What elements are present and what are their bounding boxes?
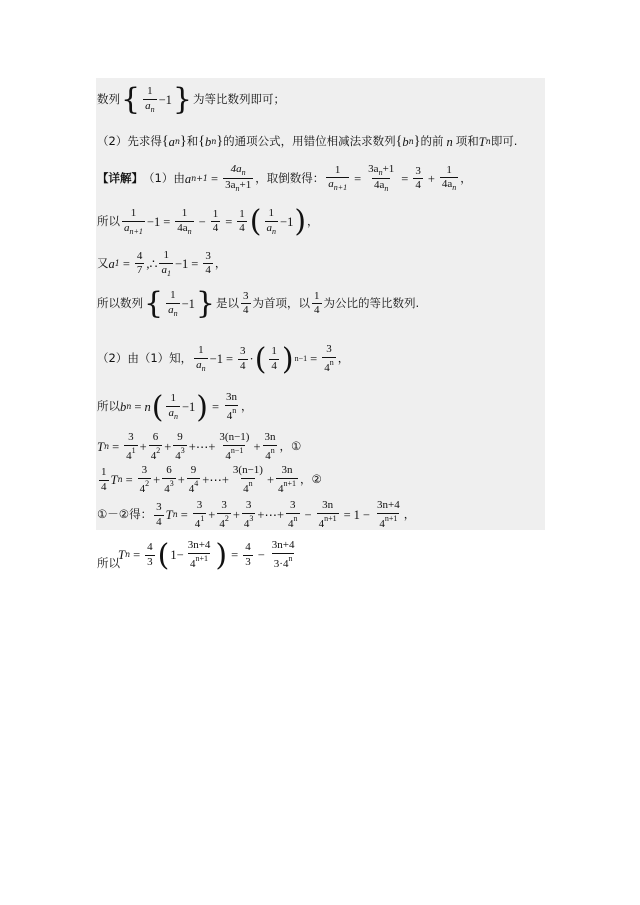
text: ①－②得：	[97, 507, 153, 522]
line-12-prefix	[97, 558, 120, 570]
text: 的通项公式，用错位相减法求数列	[223, 134, 396, 149]
text: 为等比数列即可；	[193, 92, 285, 107]
right-brace: }	[172, 82, 192, 118]
left-brace: {	[121, 82, 141, 118]
math: −1	[158, 92, 172, 107]
text: 为首项，以	[252, 296, 310, 311]
line-1	[97, 82, 285, 118]
line-11-subtraction: ①－②得： $\frac{3}{4}$ T n = $\frac{3}{4^1}$ + $\frac{3}{4^2}$ + $\frac{3}{4^3}$ +⋯+ $\frac{3}{4^n}$ − $\frac{3n}{4^{n+1}}$ = 1 − $\frac{3n+4}{4^{n+1}}$ ，	[97, 499, 416, 530]
line-12-result: T n = $\frac{4}{3}$ ( 1− $\frac{3n+4}{4^{n+1}}$ ) = $\frac{4}{3}$ − $\frac{3n+4}{3\cdot 4^n}$	[118, 537, 295, 573]
text: 又	[97, 256, 109, 271]
line-8: 所以 b n = n ( $\frac{1}{a_n}$ −1 ) = $\frac{3n}{4^n}$ ，	[97, 389, 253, 425]
text: （2）由（1）知，	[97, 351, 193, 366]
text: 所以	[97, 556, 120, 570]
text: （2）先求得	[97, 134, 162, 149]
text: 和	[186, 134, 199, 149]
line-7: （2）由（1）知， $\frac{1}{a_n}$ −1 = $\frac{3}{4}$ · ( $\frac{1}{4}$ ) n−1 = $\frac{3}{4^n}$ ，	[97, 341, 350, 377]
line-5: 又 a 1 = $\frac{4}{7}$ ,∴ $\frac{1}{a_1}$ −1 = $\frac{3}{4}$ ，	[97, 249, 227, 278]
text: ，取倒数得：	[255, 171, 325, 186]
text: 所以	[97, 399, 120, 414]
text: （1）由	[143, 171, 185, 186]
line-2: （2）先求得 { a n } 和 { b n } 的通项公式，用错位相减法求数列 { b n } 的前 n 项和 T n 即可.	[97, 134, 518, 149]
text: 是以	[216, 296, 239, 311]
line-6: 所以数列 { $\frac{1}{a_n}$ −1 } 是以 $\frac{3}{4}$ 为首项，以 $\frac{1}{4}$ 为公比的等比数列.	[97, 286, 420, 322]
line-4: 所以 $\frac{1}{a_{n+1}}$ −1 = $\frac{1}{4a_n}$ − $\frac{1}{4}$ = $\frac{1}{4}$ ( $\frac{1}{a_n}$ −1 ) ，	[97, 204, 319, 240]
text: 即可.	[490, 134, 518, 149]
fraction: $\frac{1}{a_n}$	[145, 85, 155, 114]
line-9-equation-1: T n = $\frac{3}{4^1}$ + $\frac{6}{4^2}$ + $\frac{9}{4^3}$ +⋯+ $\frac{3(n-1)}{4^{n-1}}$ + $\frac{3n}{4^n}$ ，①	[97, 431, 302, 462]
math: n	[446, 134, 453, 149]
text: 项和	[455, 134, 479, 149]
text: 为公比的等比数列.	[323, 296, 420, 311]
text: 所以	[97, 214, 120, 229]
detail-tag: 【详解】	[97, 171, 143, 186]
line-10-equation-2: $\frac{1}{4}$ T n = $\frac{3}{4^2}$ + $\frac{6}{4^3}$ + $\frac{9}{4^4}$ +⋯+ $\frac{3(n-1)}{4^n}$ + $\frac{3n}{4^{n+1}}$ ，②	[101, 464, 322, 495]
line-3: 【详解】 （1）由 a n+1 = $\frac{4a_n}{3a_n+1}$ ，取倒数得： $\frac{1}{a_{n+1}}$ = $\frac{3a_n+1}{4a_n}$ = $\frac{3}{4}$ + $\frac{1}{4a_n}$ ，	[97, 163, 472, 194]
text: 所以数列	[97, 296, 143, 311]
text: 的前	[420, 134, 444, 149]
text: 数列	[97, 92, 120, 107]
